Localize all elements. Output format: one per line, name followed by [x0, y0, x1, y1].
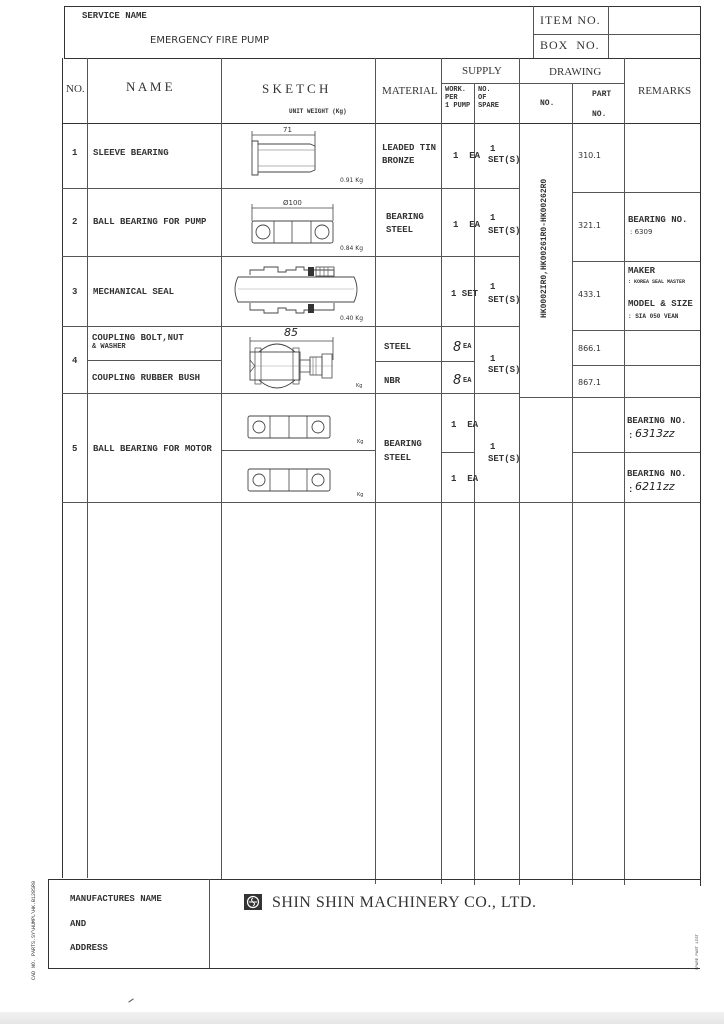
row-material-2: STEEL	[386, 225, 414, 235]
row-line-2b	[572, 261, 700, 262]
col-header-name: N A M E	[126, 79, 173, 94]
row-name: MECHANICAL SEAL	[93, 287, 175, 297]
col-header-sketch: S K E T C H	[262, 81, 329, 96]
row-part-no: 310.1	[578, 151, 601, 160]
col-header-supply: SUPPLY	[462, 65, 502, 77]
row-material-1: LEADED TIN	[382, 143, 437, 153]
row-spare-unit: SET(S)	[488, 365, 521, 375]
row-spare-unit: SET(S)	[488, 226, 521, 236]
drawing-number: HK0002IR0,HK00261R0-HK00262R0	[540, 178, 549, 318]
manufacturer-label-3: ADDRESS	[70, 943, 108, 953]
col-line-partno	[624, 58, 625, 885]
row-work-handwritten-b: 8	[453, 373, 462, 388]
coupling-bolt-sketch	[245, 330, 365, 392]
item-no-label: ITEM NO.	[540, 13, 601, 27]
motor-bearing-sketch-2	[245, 466, 335, 500]
row-name: SLEEVE BEARING	[93, 148, 169, 158]
row-no: 4	[72, 356, 78, 366]
row-remarks-prefix-b: :	[628, 485, 634, 495]
row-work-unit-a: EA	[463, 343, 472, 351]
col-header-work-per-pump: WORK. PER 1 PUMP	[445, 86, 471, 111]
row-work-unit-b: EA	[463, 377, 472, 385]
row-remarks-label-a: BEARING NO.	[627, 416, 687, 426]
header-bottom	[64, 58, 700, 59]
row-spare-qty: 1	[490, 213, 496, 223]
row-line-5-split	[221, 450, 375, 451]
box-no-label: BOX NO.	[540, 38, 600, 52]
manufacturer-label-1: MANUFACTURES NAME	[70, 894, 162, 904]
row-remarks-4: : SIA 050 VEAN	[628, 313, 679, 320]
row-work-per-pump-a: 1 EA	[451, 420, 479, 430]
sketch-weight: 0.91 Kg	[340, 177, 364, 184]
row-material-1: BEARING	[386, 212, 424, 222]
sketch-dimension-handwritten: 85	[284, 326, 298, 339]
row-line-4-split-b	[375, 361, 474, 362]
row-work-per-pump: 1 EA	[453, 151, 481, 161]
row-line-3b	[572, 330, 700, 331]
col-header-part-no-1: PART	[592, 90, 612, 99]
row-part-no-a: 866.1	[578, 344, 601, 353]
col-line-spare	[519, 58, 520, 885]
row-work-handwritten-a: 8	[453, 340, 462, 355]
row-remarks-label-b: BEARING NO.	[627, 469, 687, 479]
footer-bottom	[48, 968, 700, 969]
supply-drawing-split	[441, 83, 624, 84]
row-part-no: 433.1	[578, 290, 601, 299]
row-material-2: BRONZE	[382, 156, 415, 166]
row-work-per-pump: 1 SET	[451, 289, 479, 299]
row-remarks-1: MAKER	[628, 266, 656, 276]
row-remarks-2: : KOREA SEAL MASTER	[628, 279, 686, 285]
manufacturer-name: SHIN SHIN MACHINERY CO., LTD.	[272, 894, 537, 911]
form-title: SPARE PART LIST	[696, 933, 700, 970]
col-header-no: NO.	[66, 83, 85, 95]
col-line-no	[87, 58, 88, 878]
footer-left	[48, 879, 49, 969]
row-part-no: 321.1	[578, 221, 601, 230]
col-header-part-no-2: NO.	[592, 110, 607, 119]
row-name-2: COUPLING RUBBER BUSH	[92, 373, 201, 383]
col-header-drawing: DRAWING	[549, 66, 602, 78]
row-part-no-b: 867.1	[578, 378, 601, 387]
sketch-dimension: Ø100	[283, 199, 302, 207]
row-material-2: STEEL	[384, 453, 412, 463]
col-header-unit-weight: UNIT WEIGHT (Kg)	[289, 108, 347, 115]
service-name-label: SERVICE NAME	[82, 11, 147, 21]
col-header-material: MATERIAL	[382, 85, 438, 97]
row-line-1	[62, 188, 519, 189]
row-spare-qty: 1	[490, 282, 496, 292]
row-no: 5	[72, 444, 78, 454]
footer-divider	[209, 879, 210, 969]
row-line-4-split	[87, 360, 221, 361]
row-name: BALL BEARING FOR MOTOR	[93, 444, 212, 454]
row-work-per-pump-b: 1 EA	[451, 474, 479, 484]
row-line-4b	[519, 397, 700, 398]
row-no: 1	[72, 148, 78, 158]
row-name-1a: COUPLING BOLT,NUT	[92, 333, 184, 343]
row-work-per-pump: 1 EA	[453, 220, 481, 230]
sketch-weight: Kg	[356, 383, 363, 389]
row-remarks-handwritten-b: 6211zz	[635, 480, 675, 493]
item-box-divider-right	[608, 6, 609, 58]
col-line-drawno	[572, 83, 573, 885]
row-remarks-prefix-a: :	[628, 431, 634, 441]
col-line-material	[441, 58, 442, 884]
col-header-drawing-no: NO.	[540, 99, 555, 108]
motor-bearing-sketch-1	[245, 413, 335, 447]
border-top	[64, 6, 700, 7]
row-remarks-handwritten-a: 6313zz	[635, 427, 675, 440]
cad-number: CAD NO. PARTS.SY\HUMPL\HK.B128SR0	[31, 880, 37, 980]
row-remarks-1: BEARING NO.	[628, 215, 688, 225]
footer-top	[48, 879, 700, 880]
item-box-split	[533, 34, 700, 35]
row-name-1b: & WASHER	[92, 343, 126, 351]
scan-mark	[128, 998, 133, 1002]
row-line-4	[62, 393, 519, 394]
row-no: 2	[72, 217, 78, 227]
row-name: BALL BEARING FOR PUMP	[93, 217, 207, 227]
row-material-1: BEARING	[384, 439, 422, 449]
border-right	[700, 6, 701, 886]
sleeve-bearing-sketch	[245, 125, 365, 185]
row-remarks-2: : 6309	[630, 228, 653, 236]
row-line-5-split-b	[441, 452, 474, 453]
item-box-divider-left	[533, 6, 534, 58]
row-spare-qty: 1	[490, 442, 496, 452]
scan-edge	[0, 1012, 724, 1024]
sketch-dimension: 71	[283, 126, 292, 134]
service-name-value: EMERGENCY FIRE PUMP	[150, 35, 270, 46]
row-spare-unit: SET(S)	[488, 155, 521, 165]
row-spare-qty: 1	[490, 144, 496, 154]
row-line-2	[62, 256, 519, 257]
row-spare-unit: SET(S)	[488, 295, 521, 305]
row-no: 3	[72, 287, 78, 297]
row-spare-unit: SET(S)	[488, 454, 521, 464]
sketch-weight: 0.40 Kg	[340, 315, 364, 322]
row-line-5-split-c	[572, 452, 700, 453]
border-left	[62, 58, 63, 878]
column-header-bottom	[62, 123, 700, 124]
sketch-weight: Kg	[357, 439, 364, 445]
col-header-remarks: REMARKS	[638, 85, 692, 97]
col-line-sketch	[375, 58, 376, 884]
row-line-4-split-c	[572, 365, 700, 366]
manufacturer-label-2: AND	[70, 919, 87, 929]
row-line-5	[62, 502, 700, 503]
row-line-1b	[572, 192, 700, 193]
row-spare-qty: 1	[490, 354, 496, 364]
border-left-top	[64, 6, 65, 58]
company-logo-icon	[244, 894, 262, 910]
row-material-a: STEEL	[384, 342, 412, 352]
row-remarks-3: MODEL & SIZE	[628, 299, 693, 309]
sketch-weight: Kg	[357, 492, 364, 498]
col-header-no-of-spare: NO. OF SPARE	[478, 86, 500, 111]
col-line-name	[221, 58, 222, 880]
sketch-weight: 0.84 Kg	[340, 245, 364, 252]
row-material-b: NBR	[384, 376, 401, 386]
